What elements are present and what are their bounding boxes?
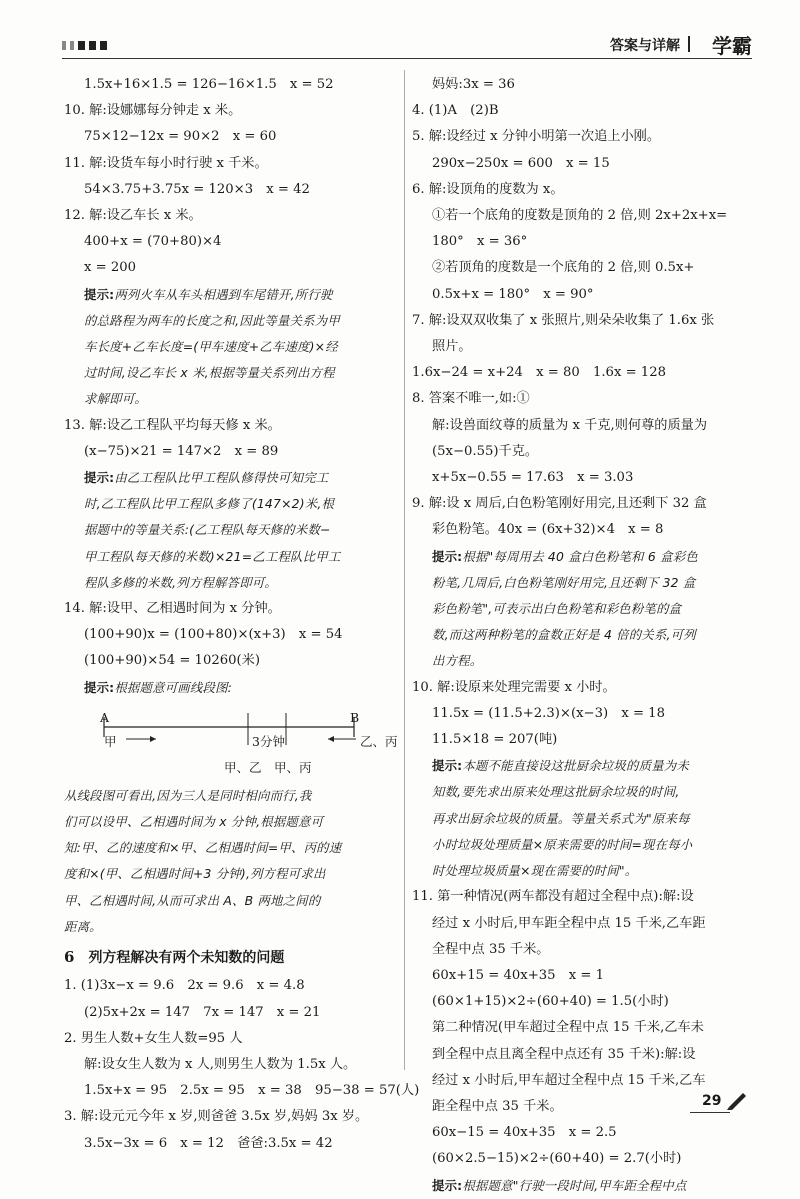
- hint-line: 小时垃圾处理质量×原来需要的时间=现在每小: [432, 836, 693, 852]
- page-number: 29: [702, 1093, 722, 1109]
- hint-line: 粉笔,几周后,白色粉笔刚好用完,且还剩下 32 盒: [432, 574, 696, 590]
- answer-line: 10. 解:设原来处理完需要 x 小时。: [412, 679, 616, 695]
- hint-label: 提示:: [432, 1177, 463, 1193]
- point-a-label: A: [100, 709, 110, 725]
- left-column: [64, 72, 420, 1157]
- hint-line: 据题中的等量关系:(乙工程队每天修的米数−: [84, 522, 331, 538]
- hint-line: 们可以设甲、乙相遇时间为 x 分钟,根据题意可: [64, 814, 324, 830]
- answer-line: 全程中点 35 千米。: [432, 941, 550, 957]
- answer-line: 6. 解:设顶角的度数为 x。: [412, 181, 564, 197]
- answer-line: 2. 男生人数+女生人数=95 人: [64, 1030, 243, 1046]
- answer-line: (100+90)x = (100+80)×(x+3) x = 54: [84, 627, 343, 643]
- answer-line: 290x−250x = 600 x = 15: [432, 155, 610, 171]
- answer-line: 11.5×18 = 207(吨): [432, 732, 558, 748]
- answer-line: 7. 解:设双双收集了 x 张照片,则朵朵收集了 1.6x 张: [412, 312, 715, 328]
- header-mark: [100, 41, 107, 50]
- hint-line: 过时间,设乙车长 x 米,根据等量关系列出方程: [84, 365, 335, 381]
- header-rule: [62, 58, 752, 59]
- hint-line: [64, 282, 398, 308]
- answer-line: 9. 解:设 x 周后,白色粉笔刚好用完,且还剩下 32 盒: [412, 496, 707, 512]
- hint-label: 提示:: [84, 286, 115, 302]
- hint-line: 车长度+乙车长度=(甲车速度+乙车速度)×经: [84, 339, 338, 355]
- header-mark: [62, 41, 66, 50]
- hint-text: 根据题意"行驶一段时间,甲车距全程中点: [462, 1177, 687, 1193]
- answer-line: 400+x = (70+80)×4: [84, 234, 222, 250]
- walker-yibing-label: 乙、丙: [360, 733, 398, 749]
- hint-label: 提示:: [84, 679, 115, 695]
- hint-line: [412, 1173, 750, 1199]
- hint-line: 数,而这两种粉笔的盒数正好是 4 倍的关系,可列: [432, 627, 696, 643]
- hint-line: 知数,要先求出原来处理这批厨余垃圾的时间,: [432, 784, 680, 800]
- hint-label: 提示:: [432, 548, 463, 564]
- right-column: [412, 72, 750, 1199]
- answer-line: x+5x−0.55 = 17.63 x = 3.03: [432, 470, 634, 486]
- answer-line: 4. (1)A (2)B: [412, 103, 499, 119]
- answer-line: 经过 x 小时后,甲车超过全程中点 15 千米,乙车: [432, 1072, 706, 1088]
- answer-line: 10. 解:设娜娜每分钟走 x 米。: [64, 103, 242, 119]
- answer-line: 8. 答案不唯一,如:①: [412, 391, 530, 407]
- header-mark: [78, 41, 85, 50]
- hint-text: 两列火车从车头相遇到车尾错开,所行驶: [114, 286, 333, 302]
- hint-label: 提示:: [432, 758, 463, 774]
- answer-line: 照片。: [432, 339, 472, 355]
- hint-line: [64, 675, 398, 701]
- answer-line: 75×12−12x = 90×2 x = 60: [84, 129, 277, 145]
- hint-line: 从线段图可看出,因为三人是同时相向而行,我: [64, 787, 312, 803]
- answer-line: 180° x = 36°: [432, 234, 528, 250]
- answer-line: 经过 x 小时后,甲车距全程中点 15 千米,乙车距: [432, 915, 706, 931]
- pen-icon: [726, 1090, 750, 1110]
- line-segment-diagram: [84, 703, 398, 781]
- answer-line: 60x+15 = 40x+35 x = 1: [432, 967, 604, 983]
- hint-line: 的总路程为两车的长度之和,因此等量关系为甲: [84, 312, 340, 328]
- hint-text: 本题不能直接设这批厨余垃圾的质量为未: [462, 758, 689, 774]
- answer-line: 距全程中点 35 千米。: [432, 1098, 563, 1114]
- hint-line: 度和×(甲、乙相遇时间+3 分钟),列方程可求出: [64, 866, 326, 882]
- hint-line: 时处理垃圾质量×现在需要的时间"。: [432, 863, 638, 879]
- answer-line: 54×3.75+3.75x = 120×3 x = 42: [84, 181, 310, 197]
- answer-line: 1.5x+16×1.5 = 126−16×1.5 x = 52: [84, 77, 334, 92]
- hint-text: 根据"每周用去 40 盒白色粉笔和 6 盒彩色: [462, 548, 698, 564]
- answer-line: 3.5x−3x = 6 x = 12 爸爸:3.5x = 42: [84, 1135, 333, 1151]
- answer-line: 1.5x+x = 95 2.5x = 95 x = 38 95−38 = 57(人): [84, 1083, 420, 1099]
- hint-line: 求解即可。: [84, 391, 147, 407]
- answer-line: 11. 解:设货车每小时行驶 x 千米。: [64, 155, 268, 171]
- answer-line: (2)5x+2x = 147 7x = 147 x = 21: [84, 1004, 321, 1020]
- answer-line: 11.5x = (11.5+2.3)×(x−3) x = 18: [432, 705, 665, 721]
- answer-line: 彩色粉笔。40x = (6x+32)×4 x = 8: [432, 522, 664, 538]
- hint-line: 出方程。: [432, 653, 483, 669]
- hint-text: 根据题意可画线段图:: [114, 679, 233, 695]
- hint-line: [412, 544, 750, 570]
- answer-line: x = 200: [84, 260, 137, 276]
- answer-line: 妈妈:3x = 36: [432, 77, 515, 92]
- header-brand-logo: 学霸: [712, 34, 752, 58]
- answer-line: 13. 解:设乙工程队平均每天修 x 米。: [64, 417, 281, 433]
- answer-line: (x−75)×21 = 147×2 x = 89: [84, 443, 279, 459]
- answer-line: 1.6x−24 = x+24 x = 80 1.6x = 128: [412, 365, 666, 381]
- header-title: 答案与详解: [610, 38, 680, 54]
- header-mark: [89, 41, 96, 50]
- answer-line: 到全程中点且离全程中点还有 35 千米):解:设: [432, 1046, 696, 1062]
- hint-line: 甲工程队每天修的米数)×21=乙工程队比甲工: [84, 548, 341, 564]
- section-number: 6: [64, 948, 75, 967]
- gap-time-label: 3分钟: [252, 733, 285, 749]
- answer-line: ②若顶角的度数是一个底角的 2 倍,则 0.5x+: [432, 260, 695, 276]
- hint-line: 距离。: [64, 918, 102, 934]
- answer-line: 第二种情况(甲车超过全程中点 15 千米,乙车未: [432, 1020, 704, 1036]
- answer-line: 5. 解:设经过 x 分钟小明第一次追上小刚。: [412, 129, 661, 145]
- meet-jia-yi-label: 甲、乙: [224, 759, 262, 775]
- answer-line: 解:设兽面纹尊的质量为 x 千克,则何尊的质量为: [432, 417, 708, 433]
- answer-line: 1. (1)3x−x = 9.6 2x = 9.6 x = 4.8: [64, 978, 305, 994]
- point-b-label: B: [350, 709, 360, 725]
- answer-line: 3. 解:设元元今年 x 岁,则爸爸 3.5x 岁,妈妈 3x 岁。: [64, 1109, 369, 1125]
- header-mark: [70, 41, 74, 50]
- meet-jia-bing-label: 甲、丙: [274, 759, 312, 775]
- hint-label: 提示:: [84, 470, 115, 486]
- header-marks: [62, 41, 107, 50]
- answer-line: (100+90)×54 = 10260(米): [84, 653, 260, 669]
- hint-line: [64, 465, 398, 491]
- column-divider: [404, 70, 405, 1070]
- hint-line: [412, 753, 750, 779]
- answer-line: 14. 解:设甲、乙相遇时间为 x 分钟。: [64, 601, 281, 617]
- header-separator: [688, 36, 690, 52]
- answer-line: 60x−15 = 40x+35 x = 2.5: [432, 1125, 617, 1141]
- answer-line: (5x−0.55)千克。: [432, 443, 539, 459]
- answer-line: ①若一个底角的度数是顶角的 2 倍,则 2x+2x+x=: [432, 208, 728, 224]
- section-heading: [64, 944, 398, 971]
- hint-line: 彩色粉笔",可表示出白色粉笔和彩色粉笔的盒: [432, 601, 682, 617]
- hint-text: 由乙工程队比甲工程队修得快可知完工: [114, 470, 329, 486]
- answer-line: 0.5x+x = 180° x = 90°: [432, 286, 594, 302]
- hint-line: 知:甲、乙的速度和×甲、乙相遇时间=甲、丙的速: [64, 840, 342, 856]
- answer-line: 解:设女生人数为 x 人,则男生人数为 1.5x 人。: [84, 1056, 357, 1072]
- answer-line: (60×1+15)×2÷(60+40) = 1.5(小时): [432, 994, 669, 1010]
- answer-line: 11. 第一种情况(两车都没有超过全程中点):解:设: [412, 889, 694, 905]
- page-header: [62, 28, 752, 60]
- hint-line: 程队多修的米数,列方程解答即可。: [84, 574, 277, 590]
- answer-line: 12. 解:设乙车长 x 米。: [64, 208, 202, 224]
- section-title: 列方程解决有两个未知数的问题: [88, 950, 285, 967]
- hint-line: 再求出厨余垃圾的质量。等量关系式为"原来每: [432, 810, 690, 826]
- page-number-rule: [690, 1112, 730, 1113]
- walker-jia-label: 甲: [104, 733, 117, 749]
- answer-line: (60×2.5−15)×2÷(60+40) = 2.7(小时): [432, 1151, 682, 1167]
- hint-line: 时,乙工程队比甲工程队多修了(147×2)米,根: [84, 496, 335, 512]
- hint-line: 甲、乙相遇时间,从而可求出 A、B 两地之间的: [64, 892, 321, 908]
